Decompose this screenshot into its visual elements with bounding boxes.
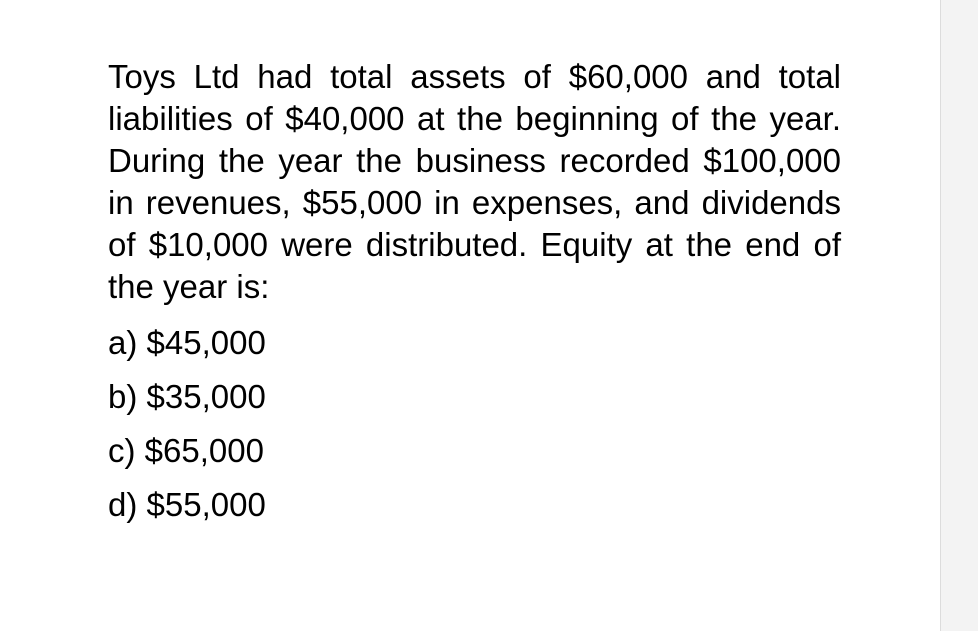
page-margin-gutter — [940, 0, 978, 631]
option-d: d) $55,000 — [108, 486, 266, 523]
option-c: c) $65,000 — [108, 432, 264, 469]
question-text: Toys Ltd had total assets of $60,000 and total liabilities of $40,000 at the beginning of the year. During the year the business recorded $100,000 in revenues, $55,000 in expenses, and dividends of $10,000 were distributed. Equity at the end of the year is: — [108, 58, 841, 305]
answer-options — [108, 316, 266, 532]
option-b: b) $35,000 — [108, 378, 266, 415]
option-a: a) $45,000 — [108, 324, 266, 361]
